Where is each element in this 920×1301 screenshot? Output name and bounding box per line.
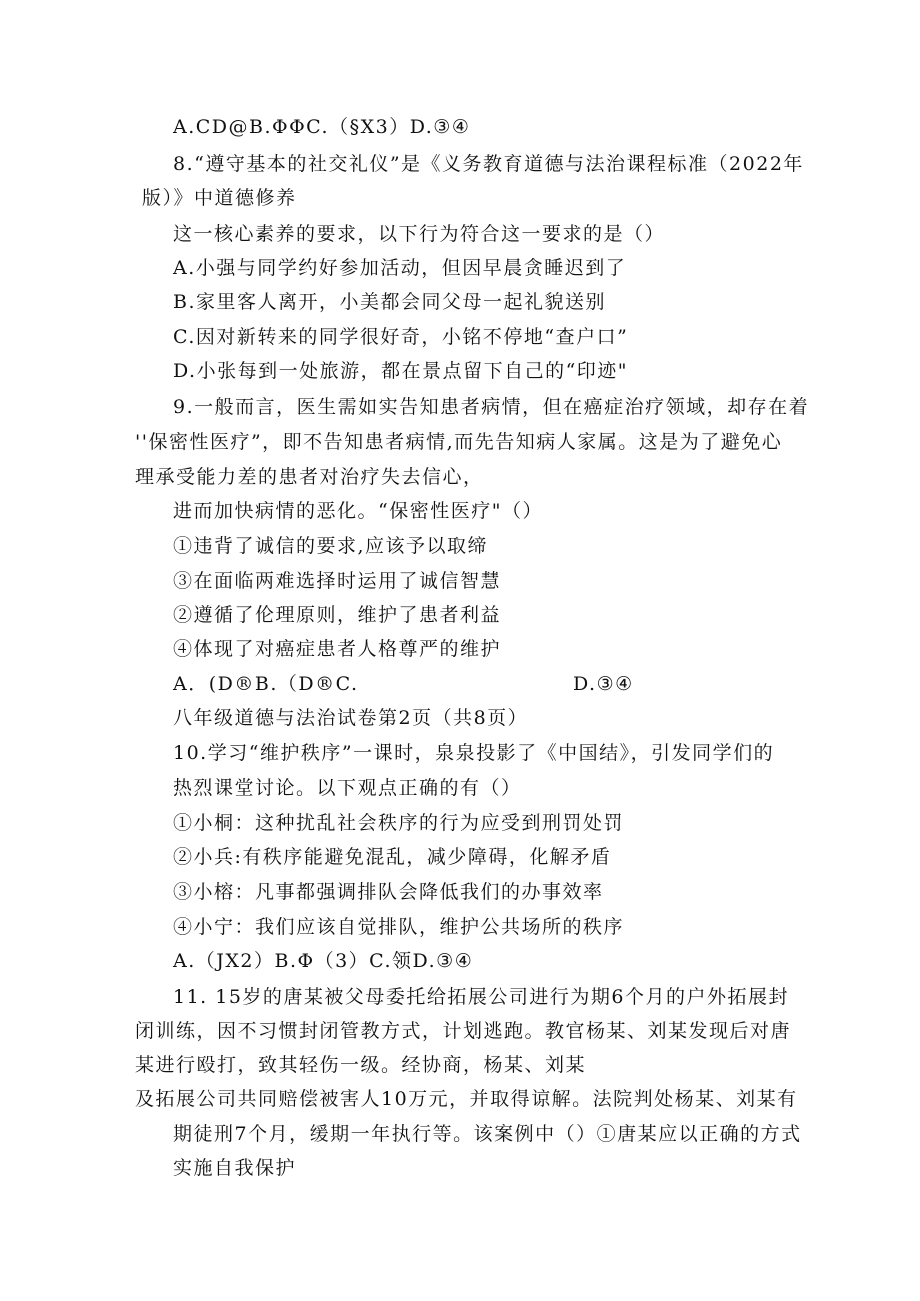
question-7-options: A.CD@B.ΦΦC.（§X3）D.③④: [173, 116, 471, 138]
question-9-item-2: ②遵循了伦理原则，维护了患者利益: [173, 604, 502, 626]
question-9-stem: ''保密性医疗”，即不告知患者病情,而先告知病人家属。这是为了避免心: [135, 431, 783, 453]
question-11-stem: 期徒刑7个月，缓期一年执行等。该案例中（）①唐某应以正确的方式: [173, 1123, 802, 1145]
question-8-stem: 版）》中道德修养: [142, 187, 297, 209]
question-8-option-a: A.小强与同学约好参加活动，但因早晨贪睡迟到了: [173, 257, 627, 279]
question-9-stem: 理承受能力差的患者对治疗失去信心，: [135, 466, 484, 488]
question-9-option-d: D.③④: [573, 673, 634, 695]
question-9-stem: 9.一般而言，医生需如实告知患者病情，但在癌症治疗领域，却存在着: [173, 396, 810, 418]
question-8-stem: 8.“遵守基本的社交礼仪”是《义务教育道德与法治课程标准（2022年: [173, 153, 804, 175]
question-9-item-4: ④体现了对癌症患者人格尊严的维护: [173, 638, 502, 660]
question-11-stem: 闭训练，因不习惯封闭管教方式，计划逃跑。教官杨某、刘某发现后对唐: [135, 1020, 792, 1042]
question-8-option-c: C.因对新转来的同学很好奇，小铭不停地“查户口”: [173, 326, 629, 348]
question-10-item-2: ②小兵:有秩序能避免混乱，减少障碍，化解矛盾: [173, 846, 612, 868]
question-10-item-4: ④小宁：我们应该自觉排队，维护公共场所的秩序: [173, 916, 625, 938]
question-11-stem: 实施自我保护: [173, 1157, 297, 1179]
question-9-item-3: ③在面临两难选择时运用了诚信智慧: [173, 570, 502, 592]
question-11-stem: 11. 15岁的唐某被父母委托给拓展公司进行为期6个月的户外拓展封: [173, 986, 790, 1008]
question-10-options: A.（JX2）B.Φ（3）C.领D.③④: [173, 950, 474, 972]
question-8-option-d: D.小张每到一处旅游，都在景点留下自己的“印迹": [173, 360, 629, 382]
question-11-stem: 及拓展公司共同赔偿被害人10万元，并取得谅解。法院判处杨某、刘某有: [135, 1088, 798, 1110]
question-9-stem: 进而加快病情的恶化。“保密性医疗"（）: [173, 500, 543, 522]
question-11-stem: 某进行殴打，致其轻伤一级。经协商，杨某、刘某: [135, 1054, 587, 1076]
question-10-stem: 10.学习“维护秩序”一课时，泉泉投影了《中国结》，引发同学们的: [173, 742, 775, 764]
question-9-options: A．(D®B.（D®C.: [173, 673, 359, 695]
question-8-option-b: B.家里客人离开，小美都会同父母一起礼貌送别: [173, 291, 607, 313]
question-10-item-3: ③小榕：凡事都强调排队会降低我们的办事效率: [173, 881, 604, 903]
question-9-item-1: ①违背了诚信的要求,应该予以取缔: [173, 535, 489, 557]
question-8-stem: 这一核心素养的要求，以下行为符合这一要求的是（）: [173, 223, 666, 245]
page-footer: 八年级道德与法治试卷第2页（共8页）: [173, 707, 529, 729]
question-10-stem: 热烈课堂讨论。以下观点正确的有（）: [173, 777, 522, 799]
question-10-item-1: ①小桐：这种扰乱社会秩序的行为应受到刑罚处罚: [173, 812, 625, 834]
